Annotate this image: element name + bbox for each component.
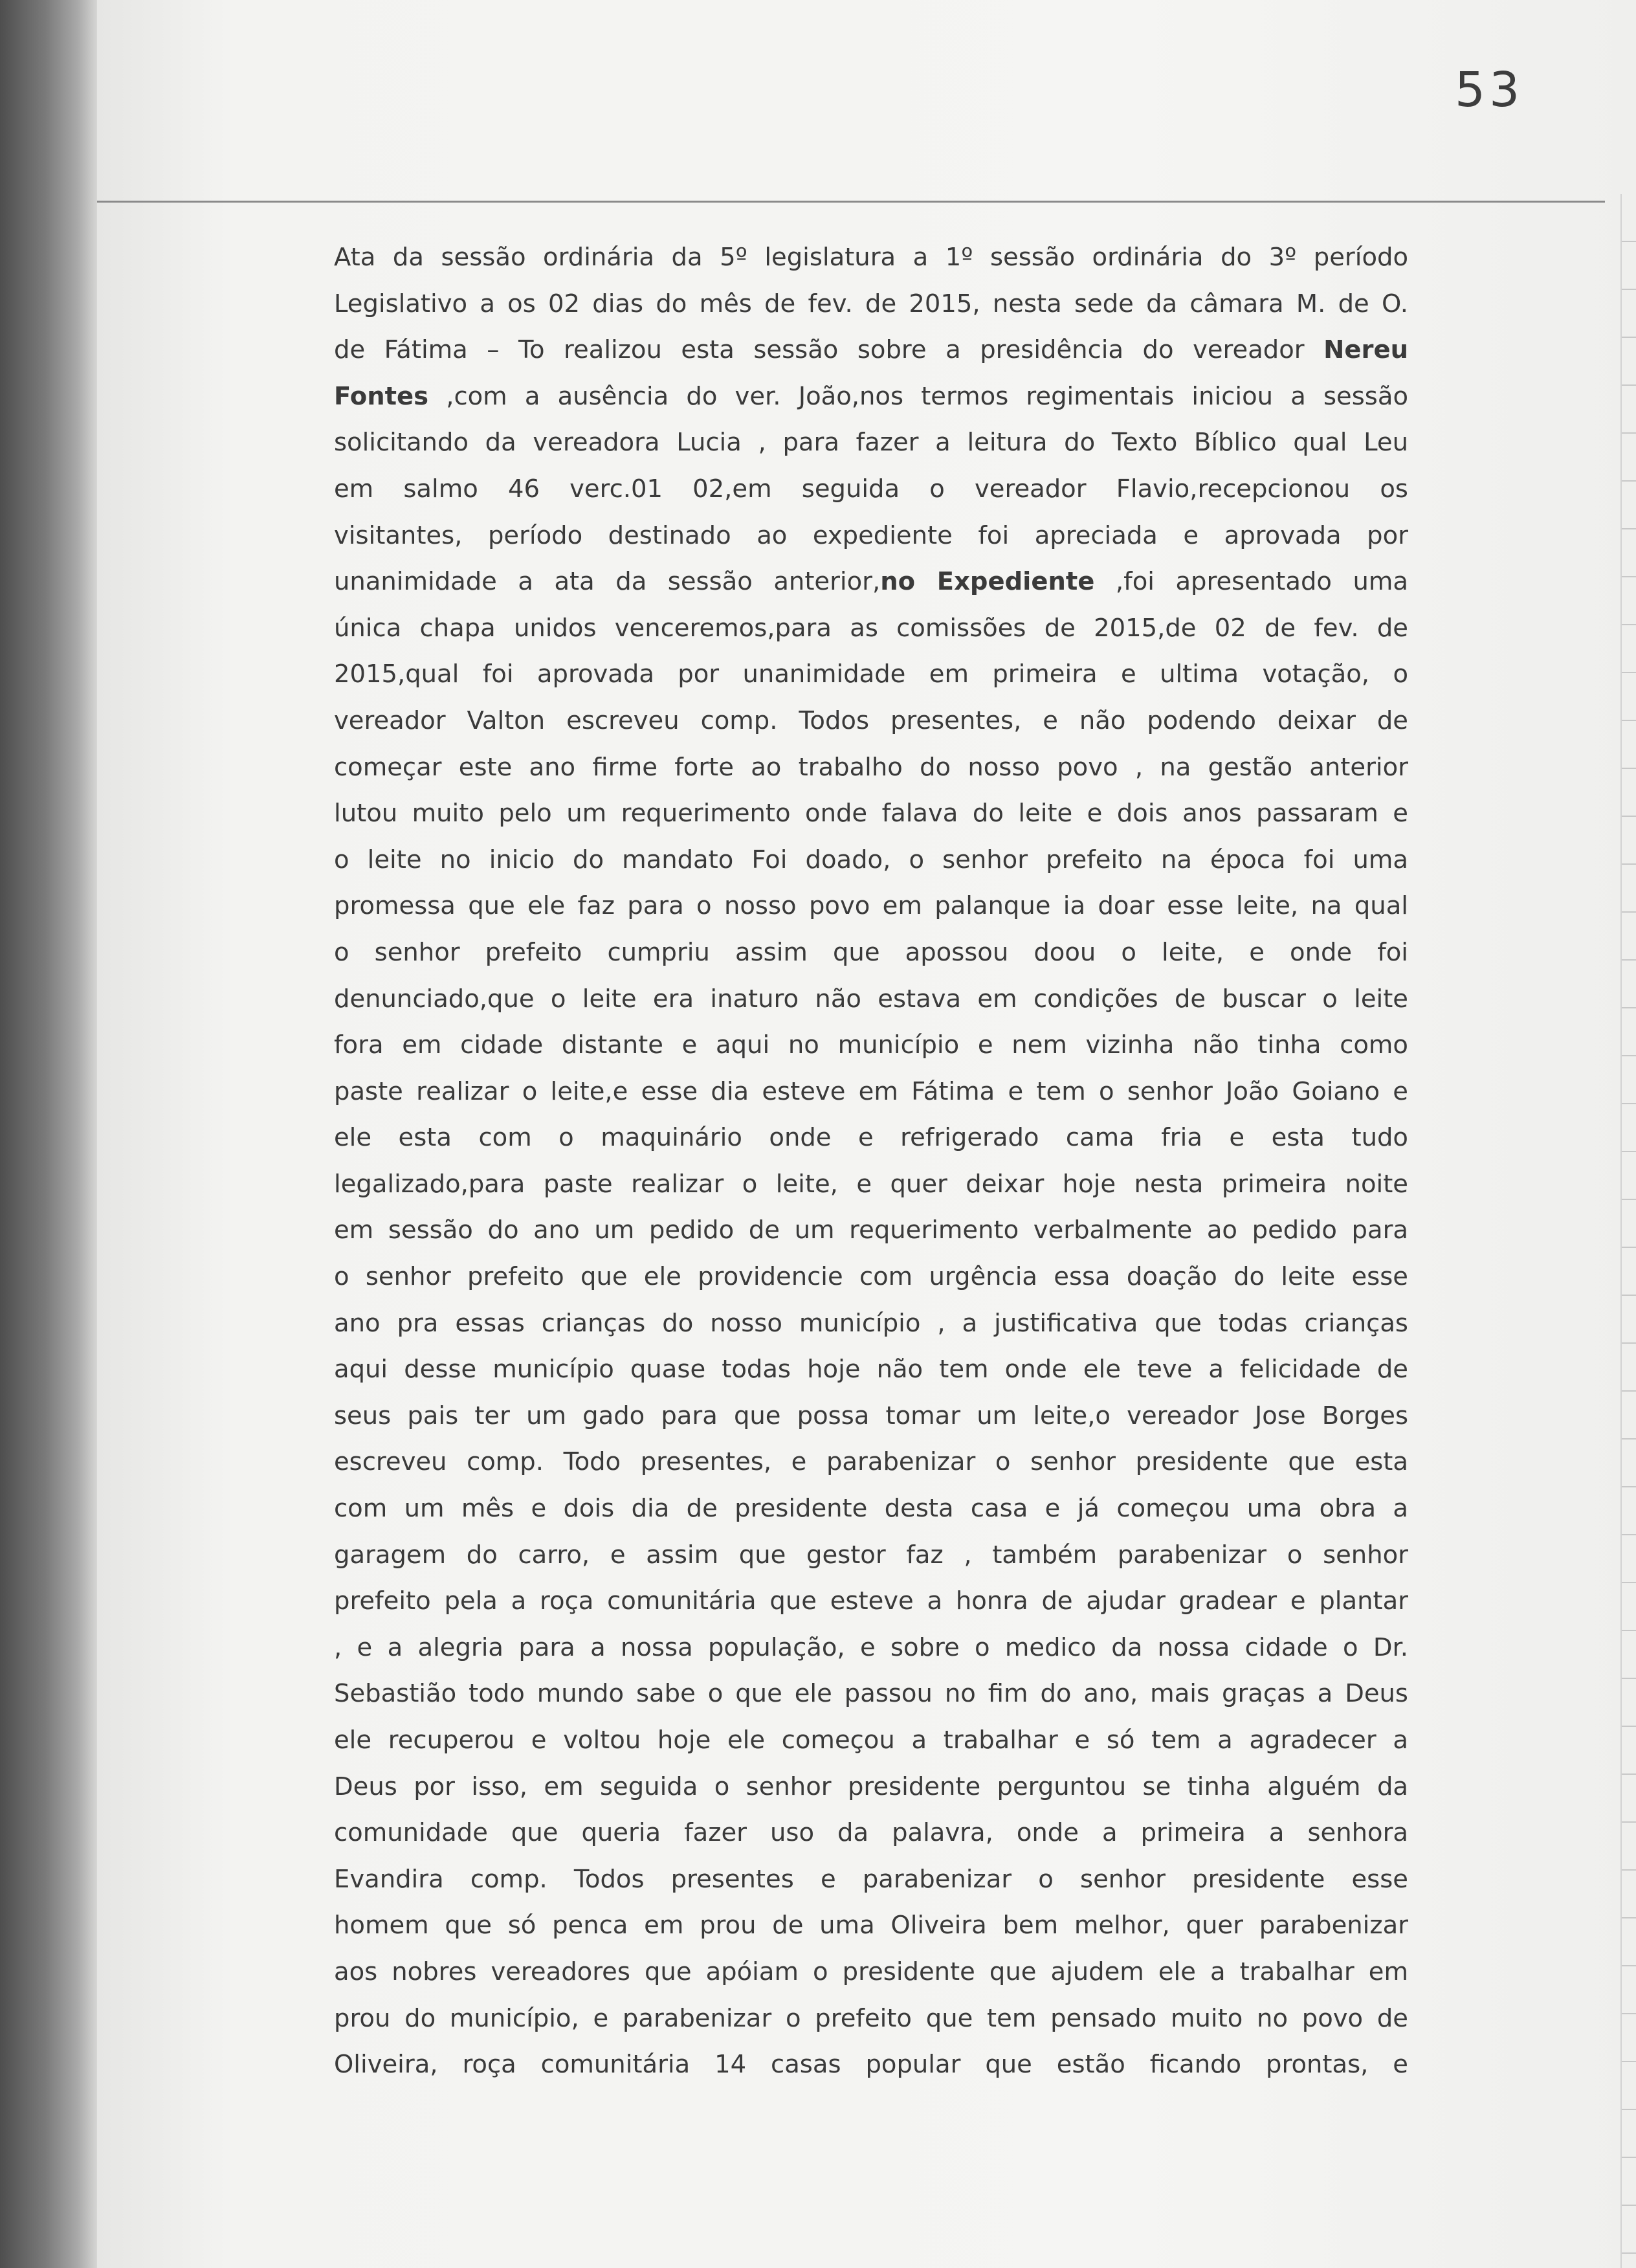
text-line: ano pra essas crianças do nosso município , a justificativa que todas crianças	[334, 1308, 1408, 1338]
text-line: aos nobres vereadores que apóiam o presidente que ajudem ele a trabalhar em	[334, 1957, 1408, 1986]
page-number: 53	[1455, 62, 1524, 118]
text-line: ele esta com o maquinário onde e refrigerado cama fria e esta tudo	[334, 1123, 1408, 1153]
minutes-text	[334, 234, 1408, 2088]
text-line: Fontes ,com a ausência do ver. João,nos termos regimentais iniciou a sessão	[334, 381, 1408, 411]
text-line: o leite no inicio do mandato Foi doado, o senhor prefeito na época foi uma	[334, 845, 1408, 874]
text-line: vereador Valton escreveu comp. Todos presentes, e não podendo deixar de	[334, 706, 1408, 735]
text-line: solicitando da vereadora Lucia , para fazer a leitura do Texto Bíblico qual Leu	[334, 428, 1408, 458]
text-line: seus pais ter um gado para que possa tomar um leite,o vereador Jose Borges	[334, 1401, 1408, 1430]
text-line: promessa que ele faz para o nosso povo em palanque ia doar esse leite, na qual	[334, 891, 1408, 921]
text-line: Ata da sessão ordinária da 5º legislatura a 1º sessão ordinária do 3º período	[334, 243, 1408, 272]
text-line: denunciado,que o leite era inaturo não estava em condições de buscar o leite	[334, 984, 1408, 1014]
text-line: Sebastião todo mundo sabe o que ele passou no fim do ano, mais graças a Deus	[334, 1679, 1408, 1709]
text-line: escreveu comp. Todo presentes, e parabenizar o senhor presidente que esta	[334, 1447, 1408, 1477]
text-line: Oliveira, roça comunitária 14 casas popular que estão ficando prontas, e	[334, 2050, 1408, 2080]
text-line: Evandira comp. Todos presentes e parabenizar o senhor presidente esse	[334, 1864, 1408, 1894]
president-name-last: Fontes	[334, 381, 429, 411]
text-line: 2015,qual foi aprovada por unanimidade em primeira e ultima votação, o	[334, 660, 1408, 689]
text-line: ele recuperou e voltou hoje ele começou a trabalhar e só tem a agradecer a	[334, 1726, 1408, 1755]
expediente-heading: no Expediente	[880, 567, 1095, 597]
text-line: em sessão do ano um pedido de um requerimento verbalmente ao pedido para	[334, 1216, 1408, 1245]
text-line: lutou muito pelo um requerimento onde falava do leite e dois anos passaram e	[334, 799, 1408, 828]
text-line: comunidade que queria fazer uso da palavra, onde a primeira a senhora	[334, 1818, 1408, 1848]
text-line: aqui desse município quase todas hoje não tem onde ele teve a felicidade de	[334, 1355, 1408, 1384]
ruled-edge	[1620, 194, 1636, 2268]
text-line: o senhor prefeito que ele providencie com urgência essa doação do leite esse	[334, 1262, 1408, 1292]
president-name-first: Nereu	[1323, 335, 1408, 365]
text-line: unanimidade a ata da sessão anterior,no Expediente ,foi apresentado uma	[334, 567, 1408, 597]
text-line: prou do município, e parabenizar o prefeito que tem pensado muito no povo de	[334, 2003, 1408, 2033]
text-line: o senhor prefeito cumpriu assim que apossou doou o leite, e onde foi	[334, 937, 1408, 967]
text-line: fora em cidade distante e aqui no município e nem vizinha não tinha como	[334, 1030, 1408, 1060]
binding-shadow	[0, 0, 97, 2268]
text-line: garagem do carro, e assim que gestor faz , também parabenizar o senhor	[334, 1540, 1408, 1570]
text-line: Legislativo a os 02 dias do mês de fev. de 2015, nesta sede da câmara M. de O.	[334, 289, 1408, 318]
header-rule	[97, 201, 1605, 203]
text-line: homem que só penca em prou de uma Oliveira bem melhor, quer parabenizar	[334, 1911, 1408, 1940]
text-line: legalizado,para paste realizar o leite, e quer deixar hoje nesta primeira noite	[334, 1169, 1408, 1199]
text-line: prefeito pela a roça comunitária que esteve a honra de ajudar gradear e plantar	[334, 1586, 1408, 1616]
text-line: única chapa unidos venceremos,para as comissões de 2015,de 02 de fev. de	[334, 613, 1408, 643]
text-line: em salmo 46 verc.01 02,em seguida o vereador Flavio,recepcionou os	[334, 474, 1408, 504]
text-line: visitantes, período destinado ao expediente foi apreciada e aprovada por	[334, 520, 1408, 550]
text-line: com um mês e dois dia de presidente desta casa e já começou uma obra a	[334, 1494, 1408, 1524]
text-line: paste realizar o leite,e esse dia esteve em Fátima e tem o senhor João Goiano e	[334, 1076, 1408, 1106]
text-line: começar este ano firme forte ao trabalho do nosso povo , na gestão anterior	[334, 752, 1408, 782]
text-line: de Fátima – To realizou esta sessão sobre a presidência do vereador Nereu	[334, 335, 1408, 365]
text-line: Deus por isso, em seguida o senhor presidente perguntou se tinha alguém da	[334, 1772, 1408, 1801]
text-line: , e a alegria para a nossa população, e sobre o medico da nossa cidade o Dr.	[334, 1632, 1408, 1662]
